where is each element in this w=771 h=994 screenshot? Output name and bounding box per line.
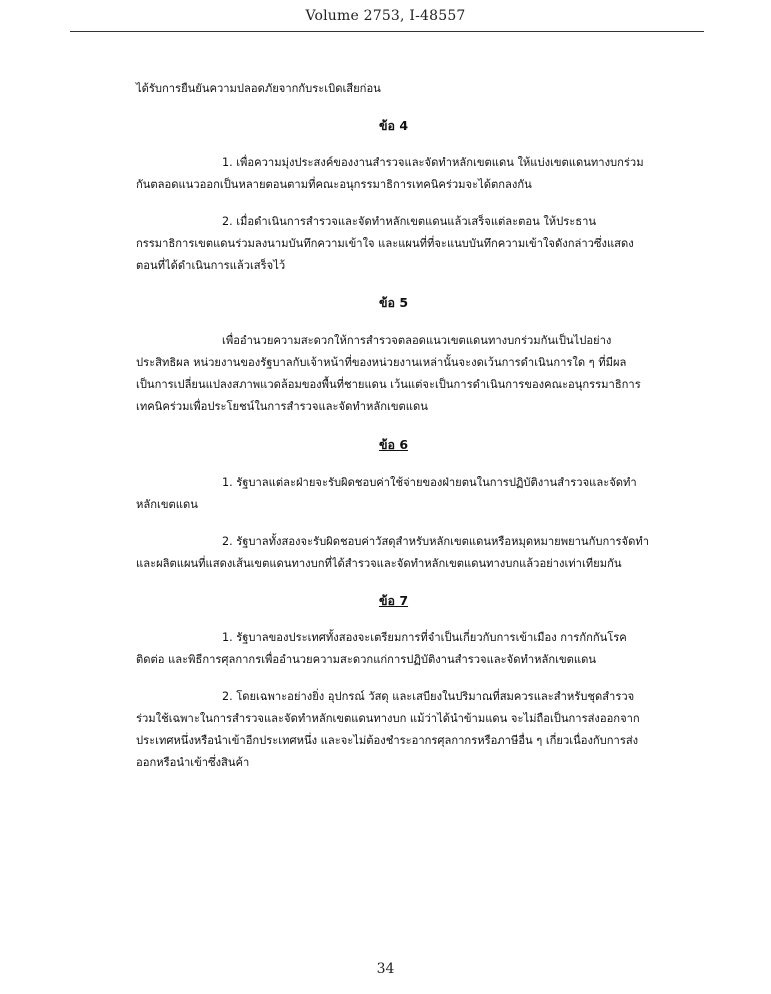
document-body — [136, 78, 651, 774]
page-number: 34 — [376, 961, 395, 977]
header-divider — [70, 31, 704, 32]
article-7-paragraph-1: 1. รัฐบาลของประเทศทั้งสองจะเตรียมการที่จำเป็นเกี่ยวกับการเข้าเมือง การกักกันโรคติดต่อ และพิธีการศุลกากรเพื่ออำนวยความสะดวกแก่การปฏิบัติงานสำรวจและจัดทำหลักเขตแดน — [136, 631, 627, 666]
article-6-paragraph-2: 2. รัฐบาลทั้งสองจะรับผิดชอบค่าวัสดุสำหรับหลักเขตแดนหรือหมุดหมายพยานกับการจัดทำและผลิตแผนที่แสดงเส้นเขตแดนทางบกที่ได้สำรวจและจัดทำหลักเขตแดนทางบกแล้วอย่างเท่าเทียมกัน — [136, 535, 649, 570]
article-6-heading-text: ข้อ 6 — [378, 437, 409, 452]
article-6-heading — [136, 434, 651, 456]
article-7-paragraph-2: 2. โดยเฉพาะอย่างยิ่ง อุปกรณ์ วัสดุ และเสบียงในปริมาณที่สมควรและสำหรับชุดสำรวจร่วมใช้เฉพาะในการสำรวจและจัดทำหลักเขตแดนทางบก แม้ว่าได้นำข้ามแดน จะไม่ถือเป็นการส่งออกจากประเทศหนึ่งหรือนำเข้าอีกประเทศหนึ่ง และจะไม่ต้องชำระอากรศุลกากรหรือภาษีอื่น ๆ เกี่ยวเนื่องกับการส่งออกหรือนำเข้าซึ่งสินค้า — [136, 690, 640, 769]
article-4-paragraph-2: 2. เมื่อดำเนินการสำรวจและจัดทำหลักเขตแดนแล้วเสร็จแต่ละตอน ให้ประธานกรรมาธิการเขตแดนร่วมลงนามบันทึกความเข้าใจ และแผนที่ที่จะแนบบันทึกความเข้าใจดังกล่าวซึ่งแสดงตอนที่ได้ดำเนินการแล้วเสร็จไว้ — [136, 215, 634, 272]
article-5-heading: ข้อ 5 — [378, 295, 409, 310]
page-header: Volume 2753, I-48557 — [305, 8, 466, 24]
article-5-paragraph-1: เพื่ออำนวยความสะดวกให้การสำรวจตลอดแนวเขตแดนทางบกร่วมกันเป็นไปอย่างประสิทธิผล หน่วยงานของรัฐบาลกับเจ้าหน้าที่ของหน่วยงานเหล่านั้นจะงดเว้นการดำเนินการใด ๆ ที่มีผลเป็นการเปลี่ยนแปลงสภาพแวดล้อมของพื้นที่ชายแดน เว้นแต่จะเป็นการดำเนินการของคณะอนุกรรมาธิการเทคนิคร่วมเพื่อประโยชน์ในการสำรวจและจัดทำหลักเขตแดน — [136, 334, 641, 413]
article-6-paragraph-1: 1. รัฐบาลแต่ละฝ่ายจะรับผิดชอบค่าใช้จ่ายของฝ่ายตนในการปฏิบัติงานสำรวจและจัดทำหลักเขตแดน — [136, 476, 637, 511]
article-7-heading — [136, 590, 651, 612]
article-7-heading-text: ข้อ 7 — [378, 593, 409, 608]
intro-line: ได้รับการยืนยันความปลอดภัยจากกับระเบิดเสียก่อน — [136, 82, 381, 95]
article-4-heading: ข้อ 4 — [378, 118, 409, 133]
article-4-paragraph-1: 1. เพื่อความมุ่งประสงค์ของงานสำรวจและจัดทำหลักเขตแดน ให้แบ่งเขตแดนทางบกร่วมกันตลอดแนวออกเป็นหลายตอนตามที่คณะอนุกรรมาธิการเทคนิคร่วมจะได้ตกลงกัน — [136, 156, 644, 191]
